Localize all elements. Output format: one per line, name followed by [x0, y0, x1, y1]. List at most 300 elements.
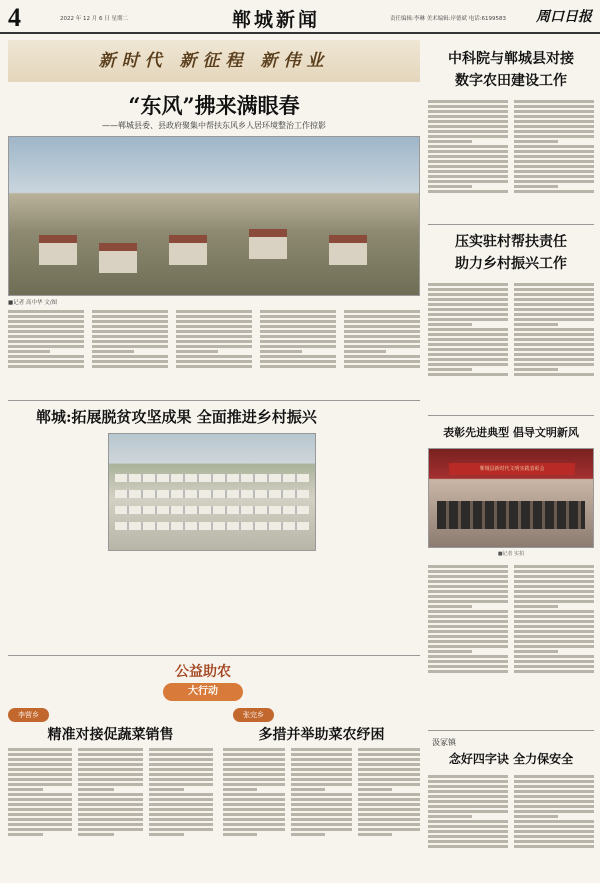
- text-line: [358, 778, 420, 781]
- text-line: [428, 810, 508, 813]
- text-line: [514, 338, 594, 341]
- text-line: [358, 808, 420, 811]
- text-line: [78, 833, 113, 836]
- text-line: [291, 768, 353, 771]
- house-shape: [169, 235, 207, 265]
- text-line: [223, 768, 285, 771]
- date-line: 2022 年 12 月 6 日 星期二: [60, 16, 128, 22]
- text-line: [428, 620, 508, 623]
- text-line: [78, 753, 142, 756]
- text-line: [223, 833, 257, 836]
- text-line: [514, 185, 558, 188]
- text-line: [514, 358, 594, 361]
- text-line: [176, 330, 252, 333]
- house-shape: [329, 235, 367, 265]
- text-line: [344, 360, 420, 363]
- text-line: [428, 615, 508, 618]
- text-line: [78, 768, 142, 771]
- text-line: [514, 660, 594, 663]
- text-line: [428, 323, 472, 326]
- text-line: [514, 800, 594, 803]
- text-line: [291, 773, 353, 776]
- text-line: [514, 298, 594, 301]
- text-line: [92, 315, 168, 318]
- banner-bottom: 大行动: [163, 683, 243, 701]
- text-line: [291, 778, 353, 781]
- paper-logo: 周口日报: [536, 9, 592, 25]
- text-line: [8, 345, 84, 348]
- slogan-banner: 新时代 新征程 新伟业: [8, 40, 420, 82]
- text-line: [428, 780, 508, 783]
- text-line: [428, 835, 508, 838]
- text-line: [358, 788, 392, 791]
- text-line: [223, 788, 257, 791]
- text-column: [260, 308, 336, 393]
- text-line: [344, 315, 420, 318]
- text-line: [514, 293, 594, 296]
- text-line: [260, 360, 336, 363]
- editor-line: 责任编辑:李琳 美术编辑:岸德斌 电话:6199583: [390, 16, 507, 22]
- text-line: [78, 828, 142, 831]
- text-column: [428, 773, 508, 883]
- greenhouse-row: [115, 522, 309, 530]
- bottom-left-headline: 精准对接促蔬菜销售: [47, 727, 174, 743]
- text-line: [78, 798, 142, 801]
- text-line: [428, 140, 472, 143]
- text-line: [92, 340, 168, 343]
- main-headline: “东风”拂来满眼春: [128, 93, 300, 118]
- text-line: [260, 345, 336, 348]
- right-story-1-body: [428, 98, 594, 233]
- right-story-1-title-2: 数字农田建设工作: [455, 73, 567, 89]
- text-line: [514, 170, 594, 173]
- text-line: [428, 585, 508, 588]
- text-line: [428, 145, 508, 148]
- text-line: [428, 175, 508, 178]
- text-line: [149, 828, 213, 831]
- text-line: [428, 160, 508, 163]
- text-line: [428, 125, 508, 128]
- text-line: [514, 820, 594, 823]
- text-line: [260, 330, 336, 333]
- text-line: [78, 778, 142, 781]
- text-line: [291, 823, 353, 826]
- text-line: [514, 308, 594, 311]
- right-story-2: [428, 224, 594, 409]
- text-line: [176, 360, 252, 363]
- text-line: [428, 575, 508, 578]
- text-line: [358, 763, 420, 766]
- text-line: [291, 798, 353, 801]
- text-line: [428, 190, 508, 193]
- tag-right: 张完乡: [233, 708, 274, 722]
- text-line: [149, 793, 213, 796]
- text-line: [428, 283, 508, 286]
- text-line: [149, 763, 213, 766]
- poverty-story: [8, 400, 420, 650]
- house-shape: [99, 243, 137, 273]
- text-line: [428, 800, 508, 803]
- text-line: [514, 645, 594, 648]
- text-line: [428, 670, 508, 673]
- text-line: [149, 813, 213, 816]
- text-line: [514, 368, 558, 371]
- text-column: [344, 308, 420, 393]
- text-line: [149, 808, 213, 811]
- text-line: [260, 315, 336, 318]
- text-line: [149, 823, 213, 826]
- text-line: [149, 768, 213, 771]
- text-line: [428, 790, 508, 793]
- text-line: [8, 335, 84, 338]
- text-line: [260, 310, 336, 313]
- text-line: [92, 310, 168, 313]
- text-line: [428, 105, 508, 108]
- main-body-text: [8, 308, 420, 393]
- text-line: [514, 175, 594, 178]
- text-line: [428, 660, 508, 663]
- text-line: [223, 773, 285, 776]
- text-line: [78, 803, 142, 806]
- text-line: [344, 325, 420, 328]
- village-aerial-photo: [8, 136, 420, 296]
- text-line: [428, 595, 508, 598]
- text-line: [428, 785, 508, 788]
- text-column: [428, 563, 508, 723]
- greenhouse-row: [115, 506, 309, 514]
- photo-credit: ■记者 实拍: [497, 551, 525, 557]
- greenhouse-row: [115, 490, 309, 498]
- text-line: [514, 575, 594, 578]
- text-line: [428, 130, 508, 133]
- text-line: [291, 783, 353, 786]
- text-line: [291, 748, 353, 751]
- text-line: [8, 763, 72, 766]
- text-line: [428, 590, 508, 593]
- main-subhead: ——郸城县委、县政府聚集中帮扶东风乡人居环境整治工作掠影: [102, 121, 326, 130]
- text-line: [8, 778, 72, 781]
- text-line: [428, 338, 508, 341]
- text-line: [291, 813, 353, 816]
- ceremony-banner: 郸城县新时代文明实践表彰会: [449, 463, 575, 475]
- text-line: [291, 793, 353, 796]
- text-line: [514, 348, 594, 351]
- text-line: [514, 630, 594, 633]
- text-line: [428, 815, 472, 818]
- text-line: [8, 768, 72, 771]
- greenhouse-photo: [108, 433, 316, 551]
- text-line: [8, 773, 72, 776]
- right-story-2-title-2: 助力乡村振兴工作: [455, 256, 567, 272]
- text-line: [78, 763, 142, 766]
- text-line: [428, 625, 508, 628]
- text-line: [78, 748, 142, 751]
- text-line: [428, 830, 508, 833]
- text-line: [291, 828, 353, 831]
- text-line: [514, 115, 594, 118]
- text-line: [223, 753, 285, 756]
- text-line: [428, 610, 508, 613]
- text-line: [514, 830, 594, 833]
- text-line: [8, 783, 72, 786]
- text-line: [514, 363, 594, 366]
- text-line: [428, 348, 508, 351]
- text-line: [428, 665, 508, 668]
- text-line: [8, 808, 72, 811]
- text-line: [514, 190, 594, 193]
- photo-caption: ■记者 高中华 文/图: [8, 300, 58, 306]
- text-line: [8, 828, 72, 831]
- text-line: [514, 640, 594, 643]
- text-column: [223, 746, 285, 876]
- text-line: [149, 783, 213, 786]
- bottom-right-headline: 多措并举助菜农纾困: [258, 727, 385, 743]
- text-line: [514, 815, 558, 818]
- text-line: [344, 335, 420, 338]
- text-column: [149, 746, 213, 876]
- text-line: [428, 353, 508, 356]
- text-line: [428, 368, 472, 371]
- text-line: [78, 818, 142, 821]
- text-line: [428, 110, 508, 113]
- house-shape: [249, 229, 287, 259]
- right-story-4-body: [428, 773, 594, 883]
- text-line: [358, 818, 420, 821]
- text-line: [8, 360, 84, 363]
- text-line: [428, 825, 508, 828]
- text-line: [223, 783, 285, 786]
- text-line: [358, 773, 420, 776]
- masthead: [0, 0, 600, 34]
- text-line: [428, 303, 508, 306]
- right-story-4: [428, 730, 594, 880]
- text-column: [428, 98, 508, 233]
- text-line: [92, 325, 168, 328]
- text-line: [428, 845, 508, 848]
- text-line: [92, 330, 168, 333]
- page-number: 4: [8, 3, 21, 32]
- text-line: [149, 818, 213, 821]
- text-line: [428, 363, 508, 366]
- right-story-3-title: 表彰先进典型 倡导文明新风: [443, 426, 579, 439]
- text-line: [514, 585, 594, 588]
- text-line: [428, 180, 508, 183]
- tag-left: 李营乡: [8, 708, 49, 722]
- text-line: [344, 345, 420, 348]
- text-line: [514, 140, 558, 143]
- text-line: [514, 670, 594, 673]
- text-line: [78, 783, 142, 786]
- text-line: [8, 325, 84, 328]
- text-line: [428, 135, 508, 138]
- text-line: [358, 803, 420, 806]
- text-line: [223, 813, 285, 816]
- text-line: [223, 748, 285, 751]
- text-line: [514, 565, 594, 568]
- text-line: [514, 155, 594, 158]
- text-line: [8, 818, 72, 821]
- text-line: [428, 605, 472, 608]
- banner-top: 公益助农: [175, 664, 231, 680]
- text-line: [8, 833, 43, 836]
- text-line: [92, 350, 134, 353]
- text-column: [514, 98, 594, 233]
- story-headline: 郸城:拓展脱贫攻坚成果 全面推进乡村振兴: [36, 408, 317, 426]
- text-line: [291, 818, 353, 821]
- text-line: [291, 758, 353, 761]
- text-line: [514, 795, 594, 798]
- text-line: [78, 823, 142, 826]
- text-line: [223, 823, 285, 826]
- text-line: [514, 353, 594, 356]
- text-line: [260, 365, 336, 368]
- text-line: [514, 343, 594, 346]
- text-line: [514, 655, 594, 658]
- text-line: [514, 180, 594, 183]
- text-line: [8, 365, 84, 368]
- text-line: [514, 775, 594, 778]
- text-line: [149, 773, 213, 776]
- text-column: [8, 746, 72, 876]
- text-line: [514, 135, 594, 138]
- text-line: [428, 115, 508, 118]
- text-line: [260, 320, 336, 323]
- text-line: [260, 335, 336, 338]
- text-line: [514, 160, 594, 163]
- right-story-2-title-1: 压实驻村帮扶责任: [455, 234, 567, 250]
- text-line: [514, 610, 594, 613]
- text-line: [514, 845, 594, 848]
- text-line: [8, 310, 84, 313]
- text-line: [514, 328, 594, 331]
- text-line: [428, 343, 508, 346]
- text-line: [514, 570, 594, 573]
- text-line: [223, 818, 285, 821]
- text-line: [514, 318, 594, 321]
- text-line: [8, 340, 84, 343]
- section-title: 郸城新闻: [232, 9, 321, 31]
- text-line: [428, 650, 472, 653]
- text-line: [92, 355, 168, 358]
- text-line: [514, 785, 594, 788]
- text-line: [92, 360, 168, 363]
- text-line: [428, 358, 508, 361]
- right-story-1: [428, 48, 594, 218]
- text-line: [358, 823, 420, 826]
- text-line: [428, 570, 508, 573]
- text-line: [428, 805, 508, 808]
- text-line: [514, 120, 594, 123]
- bottom-left-body: [8, 746, 213, 876]
- text-line: [428, 185, 472, 188]
- text-line: [428, 170, 508, 173]
- text-line: [514, 130, 594, 133]
- text-line: [428, 308, 508, 311]
- text-line: [149, 833, 184, 836]
- text-line: [92, 335, 168, 338]
- text-line: [514, 665, 594, 668]
- text-line: [514, 600, 594, 603]
- text-column: [428, 281, 508, 416]
- text-line: [223, 758, 285, 761]
- text-line: [358, 798, 420, 801]
- text-line: [428, 645, 508, 648]
- text-line: [514, 810, 594, 813]
- text-line: [514, 780, 594, 783]
- text-line: [428, 630, 508, 633]
- text-line: [8, 320, 84, 323]
- text-line: [223, 828, 285, 831]
- text-line: [78, 808, 142, 811]
- text-line: [176, 325, 252, 328]
- text-line: [514, 165, 594, 168]
- text-line: [8, 803, 72, 806]
- text-line: [78, 813, 142, 816]
- text-line: [514, 590, 594, 593]
- text-line: [260, 340, 336, 343]
- text-line: [358, 758, 420, 761]
- text-column: [514, 563, 594, 723]
- text-column: [92, 308, 168, 393]
- text-line: [78, 758, 142, 761]
- text-line: [8, 350, 50, 353]
- text-line: [223, 793, 285, 796]
- right-story-3: [428, 415, 594, 725]
- text-line: [358, 828, 420, 831]
- text-column: [8, 308, 84, 393]
- text-line: [176, 350, 218, 353]
- text-line: [514, 303, 594, 306]
- text-line: [514, 840, 594, 843]
- text-line: [8, 793, 72, 796]
- bottom-right-body: [223, 746, 420, 876]
- text-line: [176, 320, 252, 323]
- charity-feature: [8, 655, 420, 877]
- text-line: [8, 813, 72, 816]
- text-line: [428, 333, 508, 336]
- text-line: [428, 635, 508, 638]
- text-line: [514, 125, 594, 128]
- text-line: [8, 798, 72, 801]
- text-line: [514, 333, 594, 336]
- text-line: [428, 288, 508, 291]
- text-column: [514, 281, 594, 416]
- text-line: [428, 318, 508, 321]
- text-line: [176, 315, 252, 318]
- text-line: [428, 775, 508, 778]
- text-line: [428, 313, 508, 316]
- text-line: [176, 365, 252, 368]
- charity-banner: [138, 661, 268, 707]
- text-line: [428, 600, 508, 603]
- text-line: [291, 753, 353, 756]
- text-line: [176, 355, 252, 358]
- text-line: [514, 835, 594, 838]
- text-line: [149, 753, 213, 756]
- text-line: [291, 763, 353, 766]
- text-line: [344, 310, 420, 313]
- text-line: [149, 803, 213, 806]
- text-line: [176, 345, 252, 348]
- text-line: [514, 288, 594, 291]
- text-line: [358, 753, 420, 756]
- text-line: [514, 580, 594, 583]
- text-line: [8, 758, 72, 761]
- text-line: [223, 763, 285, 766]
- text-line: [78, 788, 113, 791]
- text-line: [149, 778, 213, 781]
- text-line: [344, 350, 386, 353]
